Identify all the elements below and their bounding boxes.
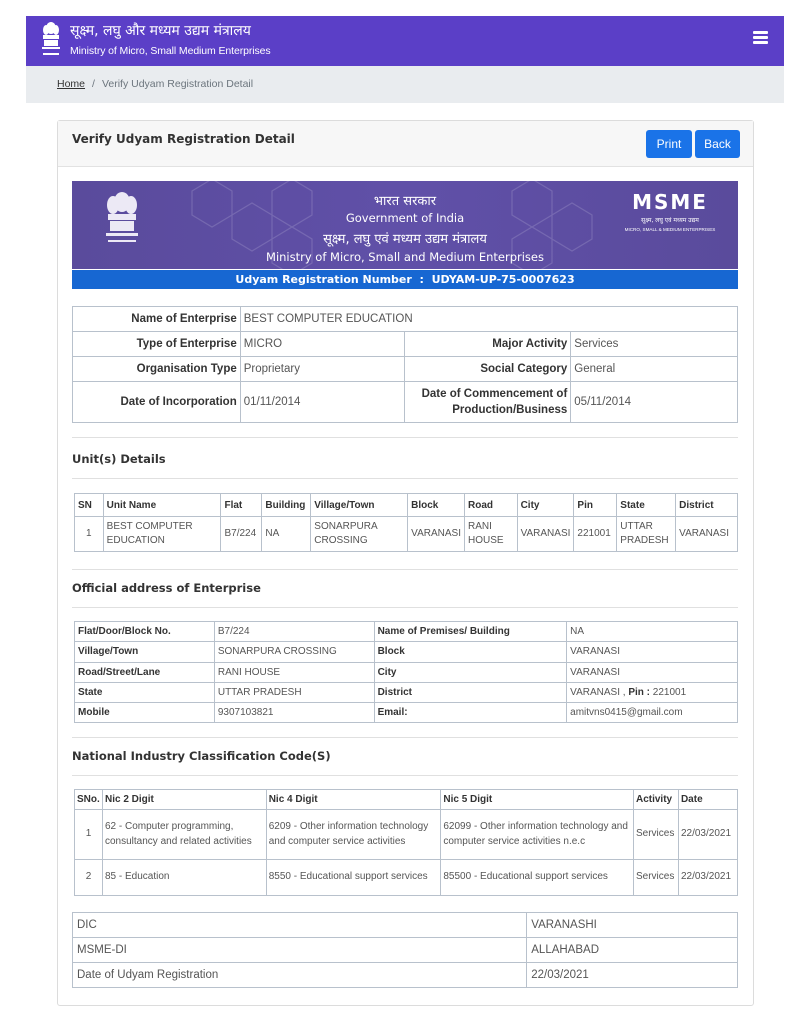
village-label: Village/Town	[75, 642, 215, 662]
column-header: SNo.	[75, 790, 103, 810]
block-value: VARANASI	[567, 642, 738, 662]
column-header: Building	[262, 494, 311, 517]
enterprise-type-label: Type of Enterprise	[73, 332, 241, 357]
premises-label: Name of Premises/ Building	[374, 622, 567, 642]
national-emblem-icon	[40, 20, 62, 60]
district-label: District	[374, 682, 567, 702]
table-row	[75, 860, 738, 896]
ministry-title-english: Ministry of Micro, Small Medium Enterprises	[70, 45, 271, 57]
card-title: Verify Udyam Registration Detail	[72, 132, 295, 146]
mobile-value: 9307103821	[214, 703, 374, 723]
enterprise-name-label: Name of Enterprise	[73, 307, 241, 332]
column-header: Activity	[633, 790, 678, 810]
column-header: State	[617, 494, 676, 517]
banner-ministry-english: Ministry of Micro, Small and Medium Enterprises	[266, 250, 544, 264]
official-address-table	[74, 621, 738, 723]
organisation-type-label: Organisation Type	[73, 357, 241, 382]
column-header: SN	[75, 494, 104, 517]
premises-value: NA	[567, 622, 738, 642]
nic-2-digit: 85 - Education	[102, 860, 266, 896]
table-row	[75, 810, 738, 860]
table-row	[73, 307, 738, 332]
banner-ministry-hindi: सूक्ष्म, लघु एवं मध्यम उद्यम मंत्रालय	[323, 232, 487, 247]
enterprise-name: BEST COMPUTER EDUCATION	[240, 307, 737, 332]
units-section-title: Unit(s) Details	[72, 452, 166, 466]
column-header: District	[676, 494, 738, 517]
top-navbar	[26, 16, 784, 66]
unit-city: VARANASI	[517, 517, 574, 552]
breadcrumb-home-link[interactable]: Home	[57, 78, 86, 90]
enterprise-details-table	[72, 306, 738, 423]
column-header: Block	[408, 494, 465, 517]
breadcrumb-current: Verify Udyam Registration Detail	[101, 78, 254, 90]
card-header	[58, 121, 753, 167]
unit-state: UTTAR PRADESH	[617, 517, 676, 552]
nic-2-digit: 62 - Computer programming, consultancy and related activities	[102, 810, 266, 860]
column-header: Date	[678, 790, 737, 810]
nic-section-title: National Industry Classification Code(S)	[72, 749, 331, 763]
msme-logo-sub: MICRO, SMALL & MEDIUM ENTERPRISES	[624, 227, 716, 232]
column-header: Pin	[574, 494, 617, 517]
table-row	[75, 642, 738, 662]
msme-di-value: ALLAHABAD	[527, 938, 738, 963]
units-table	[74, 493, 738, 552]
registration-number-value: UDYAM-UP-75-0007623	[431, 273, 575, 286]
msme-logo	[618, 187, 722, 237]
email-label: Email:	[374, 703, 567, 723]
print-button[interactable]: Print	[646, 130, 692, 158]
nic-4-digit: 6209 - Other information technology and computer service activities	[266, 810, 441, 860]
column-header: Nic 2 Digit	[102, 790, 266, 810]
unit-pin: 221001	[574, 517, 617, 552]
table-row	[73, 913, 738, 938]
back-button[interactable]: Back	[695, 130, 740, 158]
registration-number-bar	[72, 270, 738, 289]
registration-date-value: 22/03/2021	[527, 963, 738, 988]
banner-line-goi: Government of India	[345, 211, 465, 225]
mobile-label: Mobile	[75, 703, 215, 723]
registration-detail-card	[57, 120, 754, 1006]
city-label: City	[374, 662, 567, 682]
state-value: UTTAR PRADESH	[214, 682, 374, 702]
nic-sno: 1	[75, 810, 103, 860]
unit-village: SONARPURA CROSSING	[311, 517, 408, 552]
banner-line-hindi: भारत सरकार	[373, 194, 437, 209]
nic-5-digit: 62099 - Other information technology and computer service activities n.e.c	[441, 810, 634, 860]
column-header: Flat	[221, 494, 262, 517]
msme-logo-hindi: सूक्ष्म, लघु एवं मध्यम उद्यम	[641, 217, 699, 224]
district-value: VARANASI ,	[570, 687, 626, 699]
table-row	[73, 938, 738, 963]
unit-flat: B7/224	[221, 517, 262, 552]
district-pin-value	[567, 682, 738, 702]
table-row	[73, 963, 738, 988]
table-header-row	[75, 790, 738, 810]
table-row	[75, 682, 738, 702]
pin-label: Pin :	[628, 687, 650, 699]
city-value: VARANASI	[567, 662, 738, 682]
dic-details-table	[72, 912, 738, 988]
msme-logo-text: MSME	[632, 190, 708, 214]
nic-codes-table	[74, 789, 738, 896]
pin-value: 221001	[652, 687, 687, 699]
nic-date: 22/03/2021	[678, 810, 737, 860]
column-header: Nic 4 Digit	[266, 790, 441, 810]
road-value: RANI HOUSE	[214, 662, 374, 682]
nic-activity: Services	[633, 860, 678, 896]
nic-activity: Services	[633, 810, 678, 860]
column-header: Nic 5 Digit	[441, 790, 634, 810]
ministry-title-hindi: सूक्ष्म, लघु और मध्यम उद्यम मंत्रालय	[70, 23, 251, 39]
breadcrumb	[26, 66, 784, 103]
nic-5-digit: 85500 - Educational support services	[441, 860, 634, 896]
flat-label: Flat/Door/Block No.	[75, 622, 215, 642]
registration-separator: :	[419, 273, 424, 286]
certificate-banner	[72, 181, 738, 269]
organisation-type: Proprietary	[240, 357, 405, 382]
commencement-date: 05/11/2014	[571, 382, 738, 423]
nic-4-digit: 8550 - Educational support services	[266, 860, 441, 896]
unit-block: VARANASI	[408, 517, 465, 552]
table-row	[73, 332, 738, 357]
registration-number-label: Udyam Registration Number	[235, 273, 412, 286]
social-category: General	[571, 357, 738, 382]
table-row	[73, 382, 738, 423]
dic-value: VARANASHI	[527, 913, 738, 938]
table-row	[75, 517, 738, 552]
registration-date-label: Date of Udyam Registration	[73, 963, 527, 988]
incorporation-date-label: Date of Incorporation	[73, 382, 241, 423]
road-label: Road/Street/Lane	[75, 662, 215, 682]
column-header: City	[517, 494, 574, 517]
table-row	[75, 662, 738, 682]
enterprise-type: MICRO	[240, 332, 405, 357]
table-row	[75, 622, 738, 642]
commencement-date-label: Date of Commencement of Production/Business	[405, 382, 571, 423]
nic-sno: 2	[75, 860, 103, 896]
major-activity-label: Major Activity	[405, 332, 571, 357]
unit-district: VARANASI	[676, 517, 738, 552]
dic-label: DIC	[73, 913, 527, 938]
table-header-row	[75, 494, 738, 517]
column-header: Unit Name	[103, 494, 221, 517]
unit-building: NA	[262, 517, 311, 552]
table-row	[75, 703, 738, 723]
unit-name: BEST COMPUTER EDUCATION	[103, 517, 221, 552]
major-activity: Services	[571, 332, 738, 357]
social-category-label: Social Category	[405, 357, 571, 382]
unit-road: RANI HOUSE	[464, 517, 517, 552]
unit-sn: 1	[75, 517, 104, 552]
nic-date: 22/03/2021	[678, 860, 737, 896]
column-header: Road	[464, 494, 517, 517]
address-section-title: Official address of Enterprise	[72, 581, 261, 595]
village-value: SONARPURA CROSSING	[214, 642, 374, 662]
breadcrumb-separator: /	[92, 78, 95, 90]
state-label: State	[75, 682, 215, 702]
block-label: Block	[374, 642, 567, 662]
flat-value: B7/224	[214, 622, 374, 642]
msme-di-label: MSME-DI	[73, 938, 527, 963]
email-value: amitvns0415@gmail.com	[567, 703, 738, 723]
menu-icon[interactable]	[753, 31, 768, 44]
incorporation-date: 01/11/2014	[240, 382, 405, 423]
column-header: Village/Town	[311, 494, 408, 517]
table-row	[73, 357, 738, 382]
